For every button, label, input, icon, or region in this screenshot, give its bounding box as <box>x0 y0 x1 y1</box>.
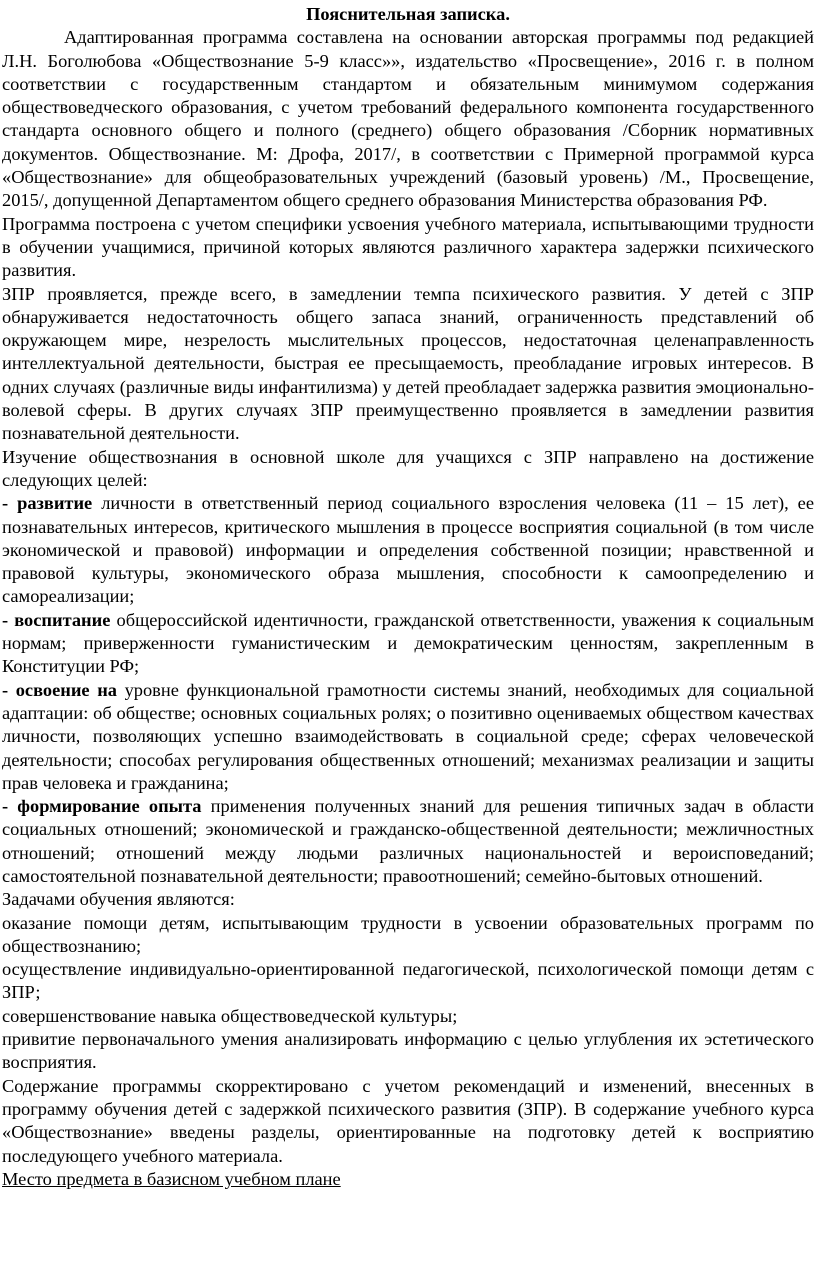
intro-paragraph: Адаптированная программа составлена на основании авторская программы под редакцией Л.Н. Боголюбова «Обществознание 5-9 класс»», издательство «Просвещение», 2016 г. в полном соответствии с государственным стандартом и обязательным минимумом содержания обществоведческого образования, с учетом требований федерального компонента государственного стандарта основного общего и полного (среднего) общего образования /Сборник нормативных документов. Обществознание. М: Дрофа, 2017/, в соответствии с Примерной программой курса «Обществознание» для общеобразовательных учреждений (базовый уровень) /М., Просвещение, 2015/, допущенной Департаментом общего среднего образования Министерства образования РФ. <box>2 27 814 211</box>
goal-item-mastering <box>2 679 814 795</box>
goal-item-experience <box>2 795 814 888</box>
goal-text: общероссийской идентичности, гражданской ответственности, уважения к социальным нормам; приверженности гуманистическим и демократическим ценностям, закрепленным в Конституции РФ; <box>2 609 814 677</box>
task-item: оказание помощи детям, испытывающим трудности в усвоении образовательных программ по обществознанию; <box>2 912 814 956</box>
section-heading: Место предмета в базисном учебном плане <box>2 1168 341 1189</box>
goal-text: применения полученных знаний для решения типичных задач в области социальных отношений; экономической и гражданско-общественной деятельности; межличностных отношений; отношений между людьми различных национальностей и вероисповеданий; самостоятельной познавательной деятельности; правоотношений; семейно-бытовых отношений. <box>2 796 814 886</box>
content-note-paragraph: Содержание программы скорректировано с учетом рекомендаций и изменений, внесенных в программу обучения детей с задержкой психического развития (ЗПР). В содержание учебного курса «Обществознание» введены разделы, ориентированные на подготовку детей к восприятию последующего учебного материала. <box>2 1075 814 1166</box>
goal-text: уровне функциональной грамотности системы знаний, необходимых для социальной адаптации: об обществе; основных социальных ролях; о позитивно оцениваемых обществом качествах личности, позволяющих успешно взаимодействовать в социальной среде; сферах человеческой деятельности; способах регулирования общественных отношений; механизмах реализации и защиты прав человека и гражданина; <box>2 679 814 793</box>
goal-text: личности в ответственный период социального взросления человека (11 – 15 лет), ее познавательных интересов, критического мышления в процессе восприятия социальной (в том числе экономической и правовой) информации и определения собственной позиции; нравственной и правовой культуры, экономического образа мышления, способности к самоопределению и самореализации; <box>2 493 814 607</box>
task-item: совершенствование навыка обществоведческой культуры; <box>2 1005 458 1026</box>
task-item: привитие первоначального умения анализировать информацию с целью углубления их эстетического восприятия. <box>2 1029 814 1073</box>
zpr-paragraph: ЗПР проявляется, прежде всего, в замедлении темпа психического развития. У детей с ЗПР обнаруживается недостаточность общего запаса знаний, ограниченность представлений об окружающем мире, незрелость мыслительных процессов, недостаточная целенаправленность интеллектуальной деятельности, быстрая ее пресыщаемость, преобладание игровых интересов. В одних случаях (различные виды инфантилизма) у детей преобладает задержка развития эмоционально-волевой сферы. В других случаях ЗПР преимущественно проявляется в замедлении развития познавательной деятельности. <box>2 283 814 444</box>
goals-intro: Изучение обществознания в основной школе для учащихся с ЗПР направлено на достижение следующих целей: <box>2 446 814 490</box>
goal-lead: - формирование опыта <box>2 796 202 817</box>
goal-item-development <box>2 492 814 608</box>
goal-item-upbringing <box>2 609 814 679</box>
goal-lead: - воспитание <box>2 609 111 630</box>
task-item: осуществление индивидуально-ориентированной педагогической, психологической помощи детям с ЗПР; <box>2 959 814 1003</box>
document-title: Пояснительная записка. <box>306 4 510 24</box>
tasks-intro: Задачами обучения являются: <box>2 889 235 910</box>
goal-lead: - освоение на <box>2 679 117 700</box>
specifics-paragraph: Программа построена с учетом специфики усвоения учебного материала, испытывающими трудности в обучении учащимися, причиной которых являются различного характера задержки психического развития. <box>2 213 814 281</box>
goal-lead: - развитие <box>2 493 93 514</box>
